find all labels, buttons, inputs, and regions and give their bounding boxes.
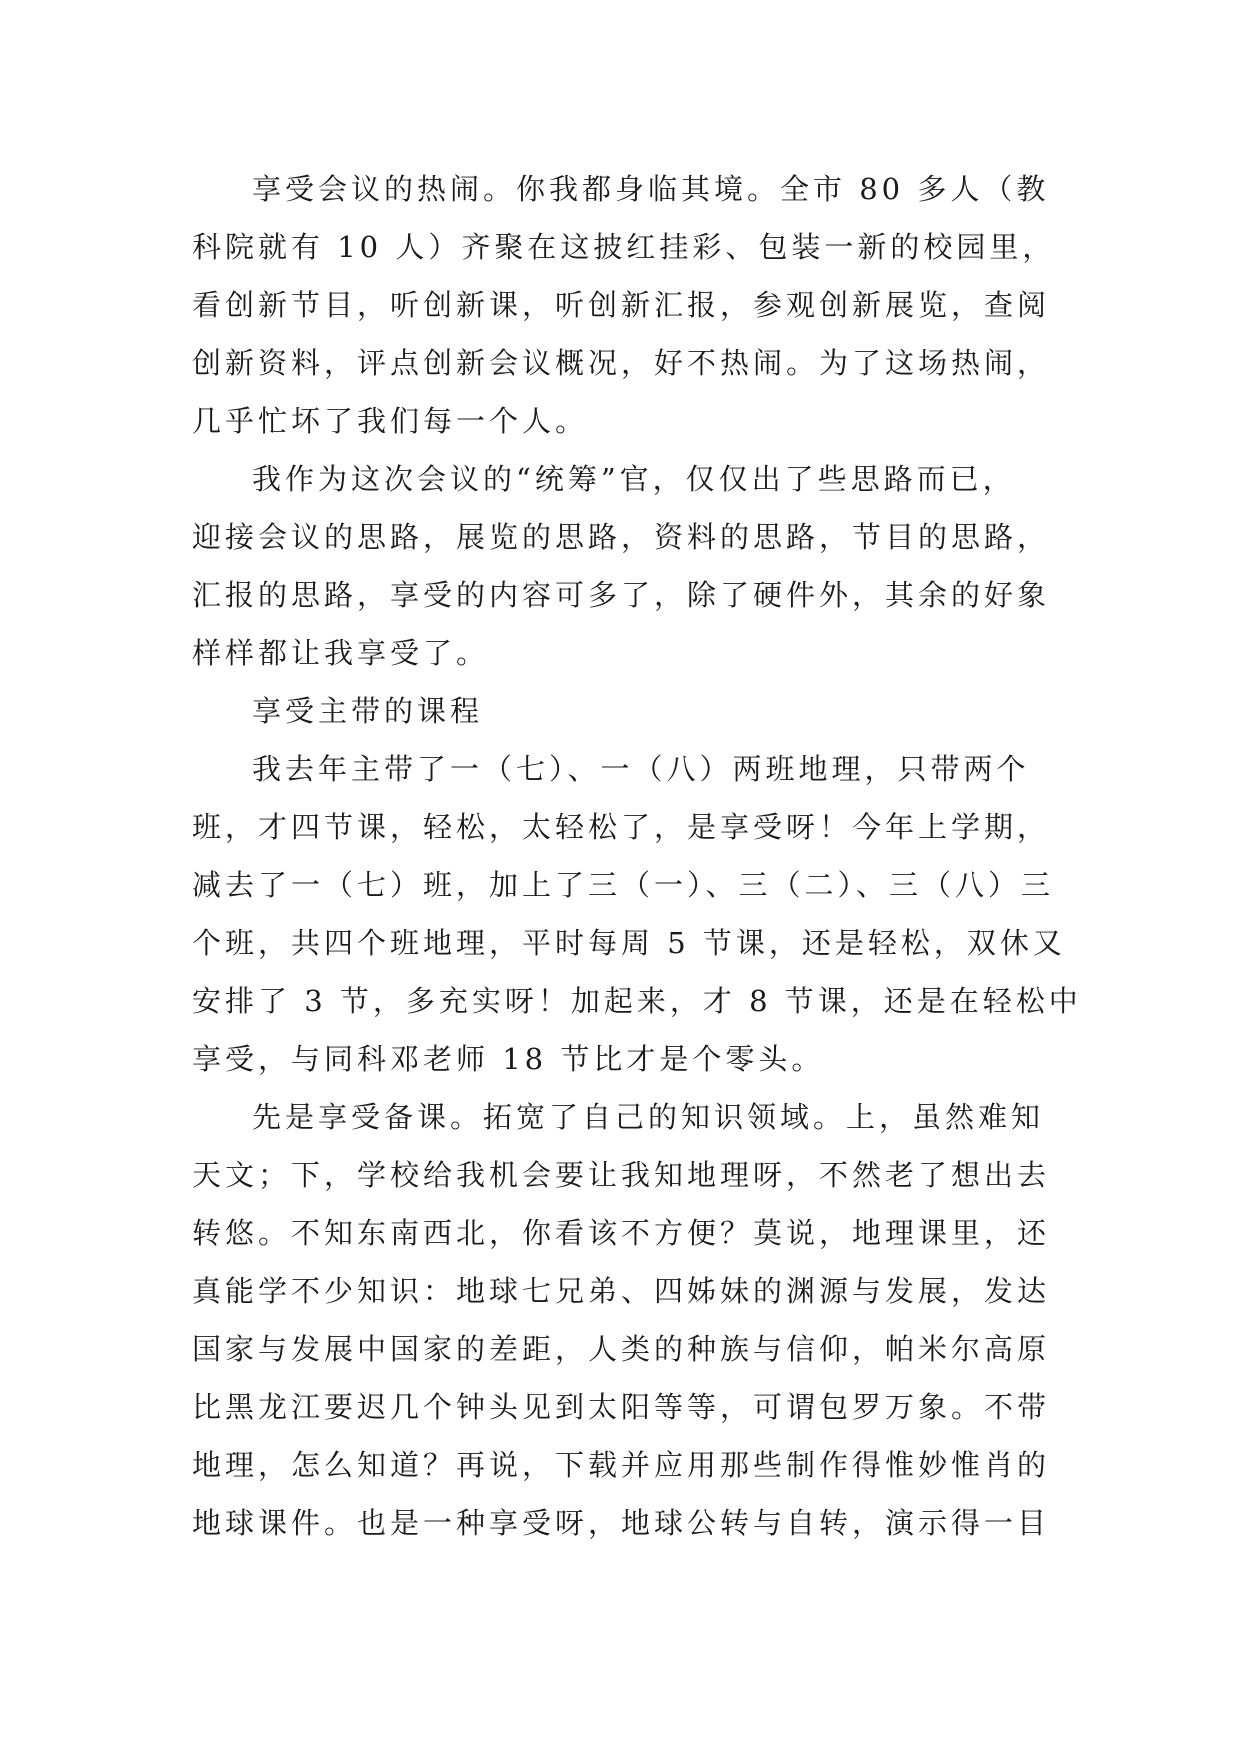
- text-line: 样样都让我享受了。: [192, 636, 490, 670]
- text-line: 安排了 3 节，多充实呀！加起来，才 8 节课，还是在轻松中: [192, 984, 1082, 1018]
- section-heading: 享受主带的课程: [252, 694, 484, 728]
- text-line: 比黑龙江要迟几个钟头见到太阳等等，可谓包罗万象。不带: [192, 1390, 1051, 1424]
- text-line: 汇报的思路，享受的内容可多了，除了硬件外，其余的好象: [192, 578, 1051, 612]
- body-text: [192, 160, 1082, 1552]
- text-line: 减去了一（七）班，加上了三（一）、三（二）、三（八）三: [192, 868, 1055, 902]
- text-line: 地理，怎么知道？再说，下载并应用那些制作得惟妙惟肖的: [192, 1448, 1051, 1482]
- text-line: 我作为这次会议的“统筹”官，仅仅出了些思路而已，: [252, 462, 1016, 496]
- text-line: 我去年主带了一（七）、一（八）两班地理，只带两个: [252, 752, 1030, 786]
- text-line: 几乎忙坏了我们每一个人。: [192, 404, 589, 438]
- text-line: 享受会议的热闹。你我都身临其境。全市 80 多人（教: [252, 172, 1050, 206]
- text-line: 个班，共四个班地理，平时每周 5 节课，还是轻松，双休又: [192, 926, 1066, 960]
- text-line: 享受，与同科邓老师 18 节比才是个零头。: [192, 1042, 825, 1076]
- text-line: 转悠。不知东南西北，你看该不方便？莫说，地理课里，还: [192, 1216, 1051, 1250]
- text-line: 看创新节目，听创新课，听创新汇报，参观创新展览，查阅: [192, 288, 1051, 322]
- text-line: 班，才四节课，轻松，太轻松了，是享受呀！今年上学期，: [192, 810, 1051, 844]
- text-line: 地球课件。也是一种享受呀，地球公转与自转，演示得一目: [192, 1506, 1051, 1540]
- text-line: 真能学不少知识：地球七兄弟、四姊妹的渊源与发展，发达: [192, 1274, 1051, 1308]
- text-line: 迎接会议的思路，展览的思路，资料的思路，节目的思路，: [192, 520, 1051, 554]
- text-line: 创新资料，评点创新会议概况，好不热闹。为了这场热闹，: [192, 346, 1051, 380]
- text-line: 先是享受备课。拓宽了自己的知识领域。上，虽然难知: [252, 1100, 1045, 1134]
- text-line: 天文；下，学校给我机会要让我知地理呀，不然老了想出去: [192, 1158, 1051, 1192]
- text-line: 科院就有 10 人）齐聚在这披红挂彩、包装一新的校园里，: [192, 230, 1056, 264]
- text-line: 国家与发展中国家的差距，人类的种族与信仰，帕米尔高原: [192, 1332, 1051, 1366]
